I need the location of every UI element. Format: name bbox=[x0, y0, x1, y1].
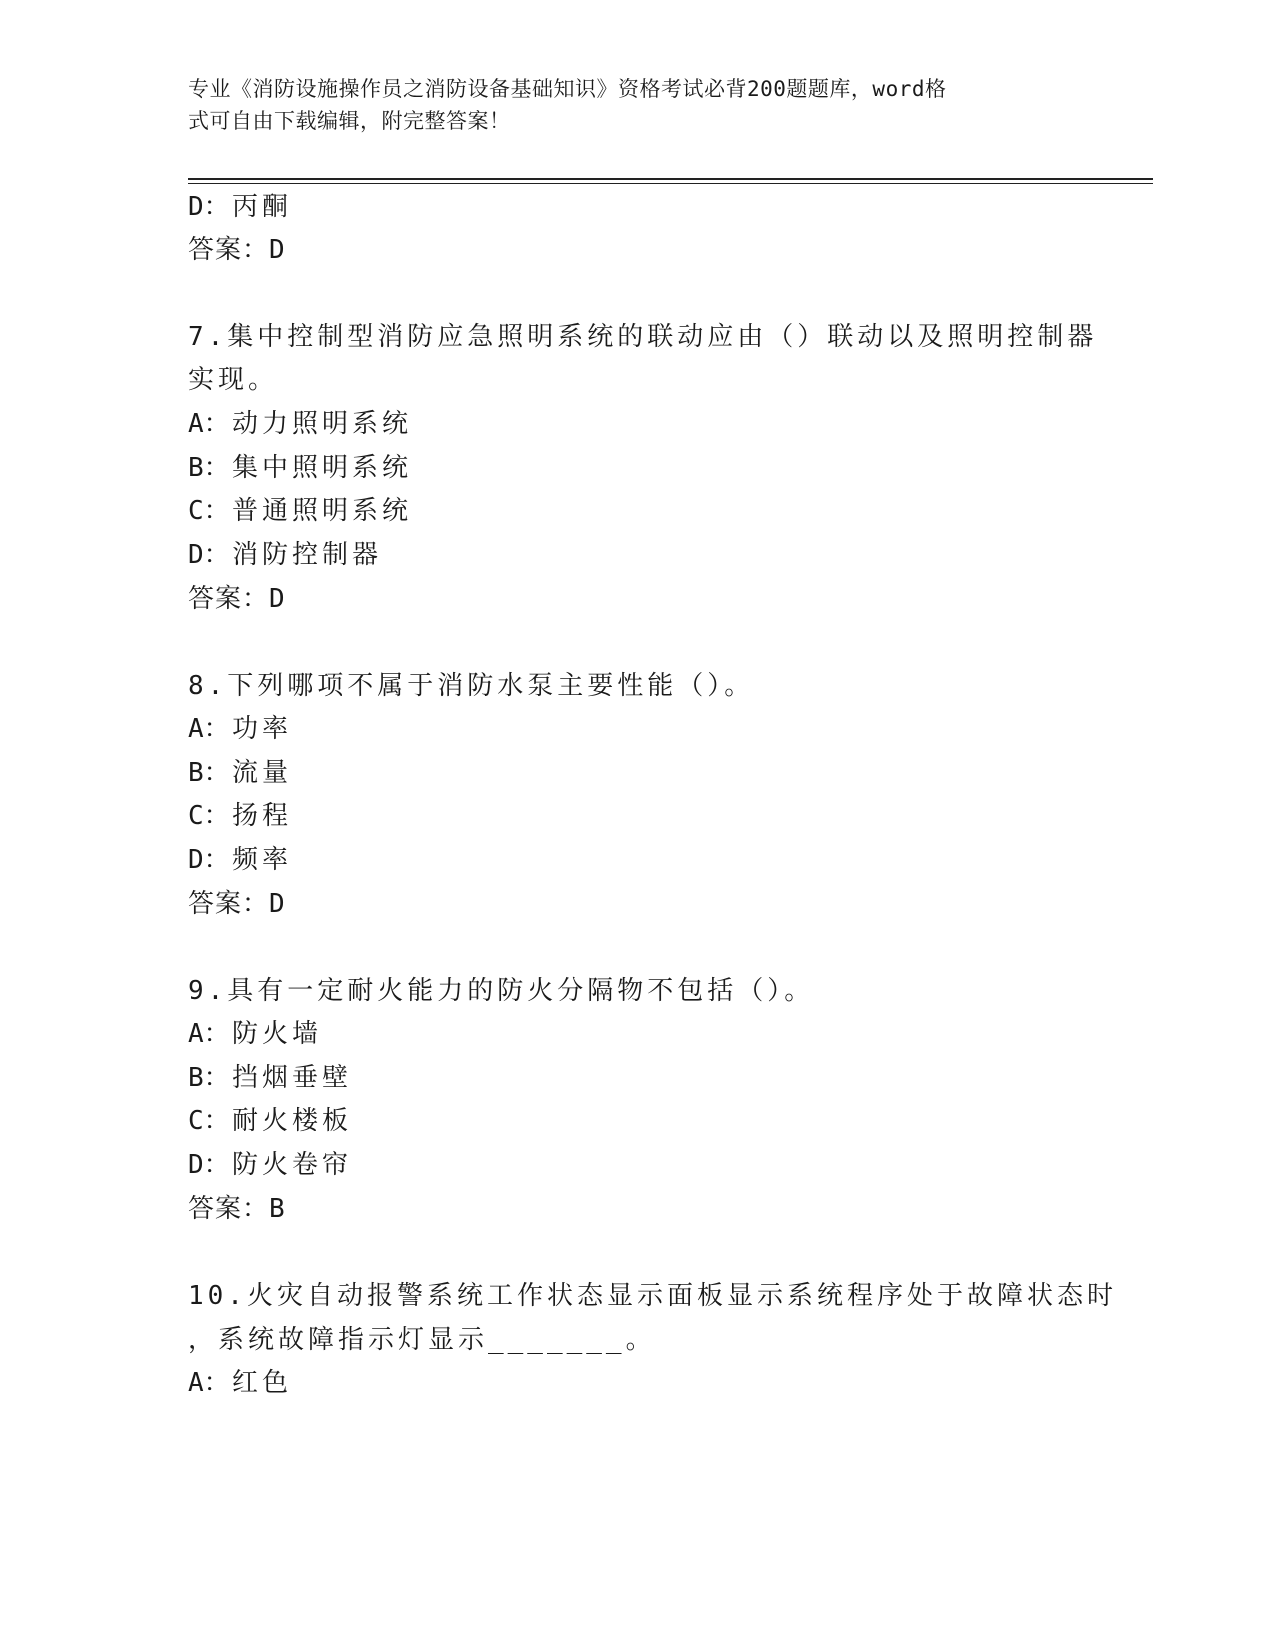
option-label: A： bbox=[188, 409, 230, 439]
option-text: 耐火楼板 bbox=[232, 1106, 353, 1136]
q9-option-a bbox=[188, 1017, 322, 1051]
header-rule-thin bbox=[188, 183, 1153, 184]
option-label: D： bbox=[188, 540, 230, 570]
option-text: 集中照明系统 bbox=[232, 453, 413, 483]
option-label: A： bbox=[188, 714, 230, 744]
q8-option-a bbox=[188, 712, 292, 746]
q10-stem-line-2: ，系统故障指示灯显示_______。 bbox=[188, 1325, 656, 1355]
document-header bbox=[188, 73, 1068, 137]
q7-stem-line-2: 实现。 bbox=[188, 365, 279, 395]
header-rule-thick bbox=[188, 178, 1153, 180]
prev-option-d bbox=[188, 190, 292, 224]
q8-answer: 答案：D bbox=[188, 889, 286, 919]
option-text: 流量 bbox=[232, 758, 293, 788]
option-label: C： bbox=[188, 1106, 230, 1136]
q9-answer: 答案：B bbox=[188, 1194, 286, 1224]
option-label: C： bbox=[188, 496, 230, 526]
option-label: D： bbox=[188, 845, 230, 875]
option-text: 挡烟垂壁 bbox=[232, 1063, 353, 1093]
option-text: 防火墙 bbox=[232, 1019, 323, 1049]
option-label: B： bbox=[188, 453, 230, 483]
q7-stem-line-1: 7.集中控制型消防应急照明系统的联动应由（）联动以及照明控制器 bbox=[188, 322, 1098, 352]
option-text: 频率 bbox=[232, 845, 293, 875]
q7-option-b bbox=[188, 451, 412, 485]
option-text: 防火卷帘 bbox=[232, 1150, 353, 1180]
option-text: 丙酮 bbox=[232, 192, 293, 222]
prev-answer: 答案：D bbox=[188, 235, 286, 265]
option-text: 消防控制器 bbox=[232, 540, 383, 570]
q10-option-a bbox=[188, 1366, 292, 1400]
option-label: B： bbox=[188, 1063, 230, 1093]
q9-option-d bbox=[188, 1148, 352, 1182]
option-text: 功率 bbox=[232, 714, 293, 744]
q9-stem-line-1: 9.具有一定耐火能力的防火分隔物不包括（）。 bbox=[188, 976, 815, 1006]
option-text: 普通照明系统 bbox=[232, 496, 413, 526]
option-label: D： bbox=[188, 1150, 230, 1180]
header-line-1: 专业《消防设施操作员之消防设备基础知识》资格考试必背200题题库，word格 bbox=[188, 77, 947, 101]
option-text: 红色 bbox=[232, 1368, 293, 1398]
option-label: A： bbox=[188, 1368, 230, 1398]
q9-option-b bbox=[188, 1061, 352, 1095]
q7-option-a bbox=[188, 407, 412, 441]
q7-answer: 答案：D bbox=[188, 584, 286, 614]
option-label: A： bbox=[188, 1019, 230, 1049]
q7-option-d bbox=[188, 538, 382, 572]
option-text: 扬程 bbox=[232, 801, 293, 831]
header-line-2: 式可自由下载编辑，附完整答案！ bbox=[188, 109, 511, 133]
q8-option-d bbox=[188, 843, 292, 877]
q8-option-c bbox=[188, 799, 292, 833]
q10-stem-line-1: 10.火灾自动报警系统工作状态显示面板显示系统程序处于故障状态时 bbox=[188, 1281, 1117, 1311]
q8-option-b bbox=[188, 756, 292, 790]
q9-option-c bbox=[188, 1104, 352, 1138]
option-label: C： bbox=[188, 801, 230, 831]
option-label: B： bbox=[188, 758, 230, 788]
option-text: 动力照明系统 bbox=[232, 409, 413, 439]
q8-stem-line-1: 8.下列哪项不属于消防水泵主要性能（）。 bbox=[188, 671, 755, 701]
q7-option-c bbox=[188, 494, 412, 528]
option-label: D： bbox=[188, 192, 230, 222]
